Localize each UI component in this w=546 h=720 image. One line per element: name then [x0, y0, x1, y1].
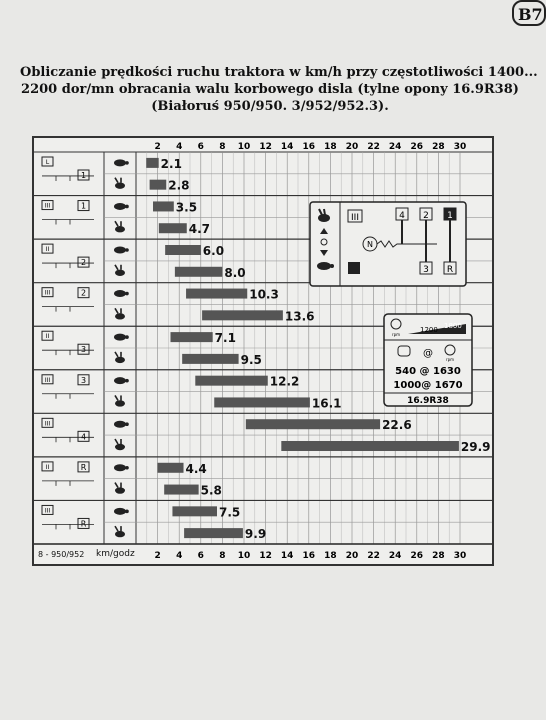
speed-value: 4.4 — [185, 461, 207, 476]
rabbit-icon — [115, 531, 125, 537]
page-title — [20, 64, 538, 115]
tick-label-top: 20 — [345, 142, 359, 152]
tick-label-bottom: 2 — [154, 551, 161, 561]
turtle-head-icon — [125, 379, 129, 383]
tick-label-top: 4 — [176, 142, 183, 152]
speed-bar — [214, 397, 310, 407]
tick-label-top: 22 — [367, 142, 380, 152]
tick-label-bottom: 4 — [176, 551, 183, 561]
speed-bar — [281, 441, 459, 451]
shift-neutral: N — [367, 240, 373, 249]
turtle-icon — [114, 203, 126, 210]
bottom-tick-labels — [154, 551, 466, 561]
tick-label-bottom: 28 — [432, 551, 445, 561]
speed-bar — [246, 419, 380, 429]
tick-label-bottom: 10 — [237, 551, 251, 561]
tick-label-bottom: 18 — [324, 551, 337, 561]
shift-gear-r: R — [446, 265, 454, 275]
speed-value: 2.1 — [160, 156, 182, 171]
tick-label-bottom: 16 — [302, 551, 316, 561]
turtle-icon — [114, 334, 126, 341]
turtle-head-icon — [125, 466, 129, 470]
rabbit-ear-icon — [115, 178, 118, 183]
speed-value: 9.9 — [244, 527, 267, 542]
rabbit-ear-icon — [115, 221, 118, 226]
rabbit-ear-icon — [115, 526, 118, 531]
speed-bar — [146, 158, 158, 168]
speed-value: 8.0 — [224, 265, 246, 280]
gear-label: R — [80, 462, 87, 472]
tick-label-top: 14 — [280, 142, 294, 152]
rabbit-icon — [115, 313, 125, 319]
speed-value: 4.7 — [188, 222, 211, 237]
rabbit-icon — [115, 357, 125, 363]
speed-bar — [184, 528, 243, 538]
rabbit-icon — [115, 487, 125, 493]
range-label: L — [45, 159, 50, 166]
gear-label: 2 — [80, 288, 87, 298]
speed-chart — [34, 138, 492, 564]
gear-label: 1 — [80, 201, 87, 211]
pto-540: 540 @ 1630 — [395, 366, 461, 377]
tick-label-top: 12 — [259, 142, 272, 152]
turtle-head-icon — [125, 205, 129, 209]
range-label: III — [44, 420, 51, 428]
turtle-icon — [114, 421, 126, 428]
shift-gear-3: 3 — [423, 265, 429, 275]
rpm-high: 1800 — [444, 322, 462, 330]
speed-value: 29.9 — [460, 440, 491, 454]
speed-bar — [150, 180, 167, 190]
model-code: 8 - 950/952 — [38, 550, 85, 559]
speed-bar — [164, 485, 198, 495]
gear-label: 2 — [80, 258, 87, 268]
tick-label-top: 16 — [302, 142, 316, 152]
tick-label-bottom: 12 — [259, 551, 272, 561]
speed-bar — [202, 310, 283, 320]
speed-bar — [157, 463, 183, 473]
speed-value: 9.5 — [240, 352, 262, 367]
tick-label-top: 24 — [388, 142, 402, 152]
rpm-unit: rpm — [391, 332, 401, 337]
speed-bar — [195, 376, 267, 386]
page-badge: B7 — [512, 0, 546, 26]
top-tick-labels — [154, 142, 466, 152]
speed-table — [32, 136, 494, 566]
speed-bar — [172, 506, 217, 516]
rabbit-ear-icon — [115, 265, 118, 270]
pto-1000: 1000@ 1670 — [393, 380, 463, 391]
tick-label-top: 30 — [453, 142, 467, 152]
speed-value: 12.2 — [269, 374, 300, 389]
turtle-head-icon — [125, 335, 129, 339]
gear-label: 1 — [80, 171, 87, 180]
tick-label-top: 6 — [197, 142, 204, 152]
rabbit-ear-icon — [115, 308, 118, 313]
rabbit-ear-icon — [115, 395, 118, 400]
speed-value: 22.6 — [382, 418, 412, 433]
tick-label-top: 18 — [324, 142, 337, 152]
speed-value: 13.6 — [284, 309, 315, 324]
tick-label-top: 10 — [237, 142, 251, 152]
turtle-head-icon — [125, 510, 129, 514]
speed-value: 3.5 — [175, 200, 198, 215]
shift-gear-4: 4 — [399, 211, 405, 221]
rabbit-icon — [115, 270, 125, 276]
tick-label-top: 2 — [154, 142, 161, 152]
gear-label: 3 — [80, 375, 87, 385]
tick-label-bottom: 8 — [219, 551, 226, 561]
speed-value: 2.8 — [168, 178, 190, 193]
rabbit-icon — [115, 400, 125, 406]
rabbit-icon — [115, 226, 125, 232]
range-label: III — [44, 507, 51, 515]
speed-value: 7.1 — [214, 331, 236, 346]
shift-range-label: III — [351, 213, 359, 223]
speed-value: 5.8 — [200, 483, 222, 498]
tick-label-bottom: 22 — [367, 551, 380, 561]
speed-bar — [165, 245, 201, 255]
tick-label-bottom: 26 — [410, 551, 424, 561]
rabbit-ear-icon — [115, 483, 118, 488]
speed-value: 16.1 — [311, 396, 342, 411]
range-label: III — [44, 289, 51, 297]
speed-bar — [171, 332, 213, 342]
speed-value: 6.0 — [202, 244, 225, 258]
range-label: III — [44, 202, 51, 210]
gear-label: R — [80, 519, 87, 529]
shift-gear-1: 1 — [447, 211, 453, 221]
rpm-pto-box — [384, 314, 472, 406]
tick-label-bottom: 30 — [453, 551, 467, 561]
tick-label-bottom: 14 — [280, 551, 294, 561]
rabbit-icon — [115, 444, 125, 450]
shift-pattern-box — [310, 202, 466, 286]
at-symbol: @ — [423, 348, 433, 359]
speed-value: 7.5 — [219, 505, 241, 520]
turtle-icon — [114, 159, 126, 166]
tick-label-bottom: 6 — [197, 551, 204, 561]
range-label: II — [45, 333, 50, 341]
rabbit-ear-icon — [115, 352, 118, 357]
speed-bar — [175, 267, 223, 277]
tick-label-top: 8 — [219, 142, 226, 152]
range-label: II — [45, 463, 50, 471]
speed-bar — [159, 223, 187, 233]
turtle-head-icon — [125, 422, 129, 426]
turtle-icon — [114, 464, 126, 471]
turtle-head-icon — [125, 161, 129, 165]
speed-value: 10.3 — [249, 287, 279, 302]
tick-label-top: 28 — [432, 142, 445, 152]
pto-rpm-unit: rpm — [445, 357, 455, 362]
speed-bar — [153, 201, 174, 211]
gear-label: 3 — [80, 345, 87, 355]
turtle-icon — [114, 290, 126, 297]
tire-size: 16.9R38 — [407, 396, 449, 406]
turtle-icon — [114, 247, 126, 254]
gear-label: 4 — [80, 432, 87, 442]
speed-unit: km/godz — [96, 549, 135, 559]
title-line-1: Obliczanie prędkości ruchu traktora w km/h przy częstotliwości 1400... — [20, 65, 538, 80]
turtle-head-icon — [125, 248, 129, 252]
tick-label-bottom: 24 — [388, 551, 402, 561]
tick-label-top: 26 — [410, 142, 424, 152]
rpm-low: 1200 — [420, 326, 438, 334]
range-label: III — [44, 376, 51, 384]
tick-label-bottom: 20 — [345, 551, 359, 561]
turtle-icon — [114, 508, 126, 515]
rabbit-ear-icon — [115, 439, 118, 444]
turtle-head-icon — [125, 292, 129, 296]
rabbit-icon — [115, 182, 125, 188]
shift-gear-2: 2 — [423, 211, 429, 221]
speed-bar — [186, 289, 247, 299]
title-line-2: 2200 dor/mn obracania walu korbowego disla (tylne opony 16.9R38) — [21, 82, 519, 97]
range-label: II — [45, 246, 50, 254]
title-line-3: (Białoruś 950/950. 3/952/952.3). — [151, 99, 389, 114]
turtle-icon — [114, 377, 126, 384]
speed-bar — [182, 354, 238, 364]
